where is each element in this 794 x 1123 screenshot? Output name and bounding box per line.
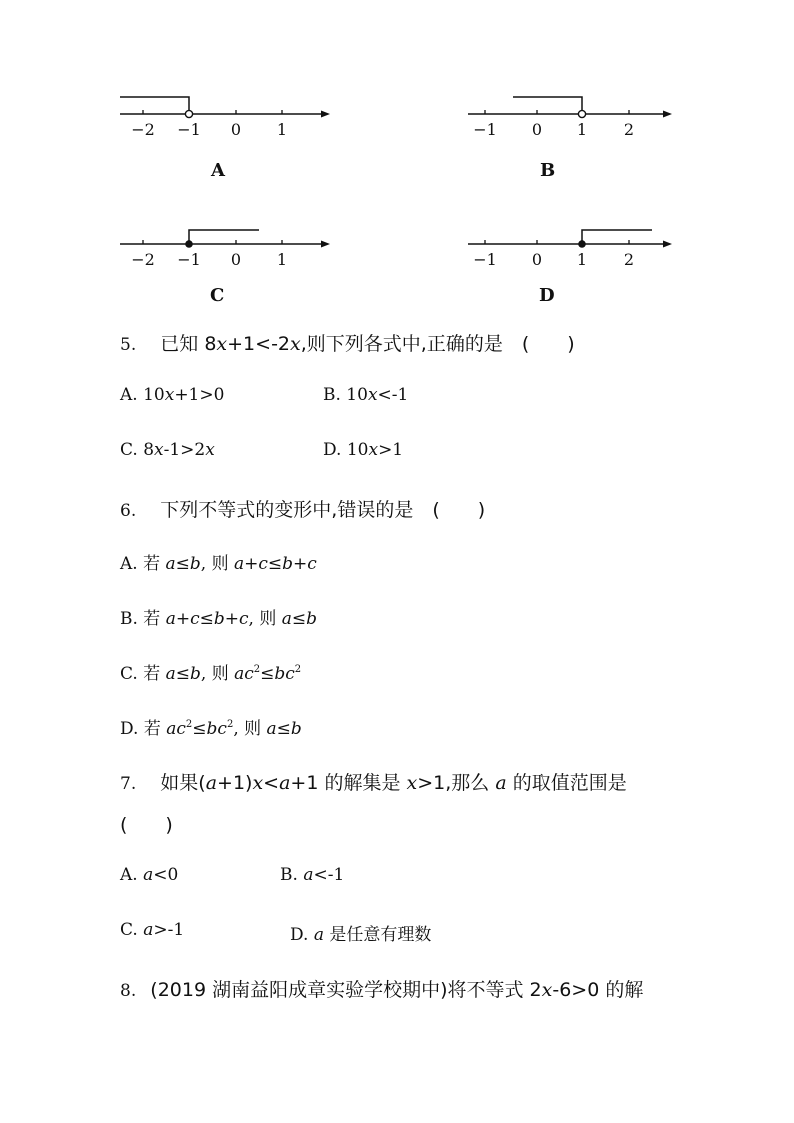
number-line-d: [460, 215, 690, 275]
tick-label: −1: [177, 120, 201, 139]
question-text: 下列不等式的变形中,错误的是 ( ): [160, 499, 486, 521]
tick-label: 1: [276, 120, 288, 139]
tick-label: 2: [623, 250, 635, 269]
tick-label: −2: [131, 250, 155, 269]
tick-label: 0: [531, 120, 543, 139]
q7-option-b: B. a<-1: [280, 865, 345, 885]
variable: x: [290, 333, 301, 355]
option-label-c: C: [210, 285, 225, 306]
question-number: 7.: [120, 774, 137, 794]
tick-label: −1: [473, 250, 497, 269]
q7-option-c: C. a>-1: [120, 920, 185, 940]
q6-option-c: C. 若 a≤b, 则 $ac^2\le bc^2$: [120, 664, 302, 684]
q5-option-a: A. 10x+1>0: [120, 385, 225, 405]
question-text: 已知 8: [160, 333, 217, 355]
question-number: 5.: [120, 335, 137, 355]
tick-label: −1: [177, 250, 201, 269]
q7-option-d: D. a 是任意有理数: [290, 925, 432, 945]
q6-option-d: D. 若 $ac^2\le bc^2$, 则 a≤b: [120, 719, 302, 739]
tick-label: −2: [131, 120, 155, 139]
option-label-a: A: [211, 160, 225, 181]
q5-option-c: C. 8x-1>2x: [120, 440, 215, 460]
number-line-a: [110, 85, 340, 145]
question-text: +1<-2: [227, 333, 291, 355]
tick-label: 0: [230, 120, 242, 139]
q5-option-d: D. 10x>1: [323, 440, 404, 460]
question-number: 8.: [120, 981, 137, 1001]
q5-option-b: B. 10x<-1: [323, 385, 409, 405]
tick-label: 2: [623, 120, 635, 139]
question-5: [120, 329, 575, 356]
question-7-answer-parens: ( ): [120, 814, 173, 836]
option-label-d: D: [539, 285, 555, 306]
tick-label: 1: [276, 250, 288, 269]
q6-option-a: A. 若 a≤b, 则 a+c≤b+c: [120, 554, 317, 574]
question-6: [120, 495, 485, 522]
question-number: 6.: [120, 501, 137, 521]
question-7: 7. 如果(a+1)x<a+1 的解集是 x>1,那么 a 的取值范围是: [120, 772, 627, 794]
variable: x: [216, 333, 228, 355]
q7-option-a: A. a<0: [120, 865, 179, 885]
q6-option-b: B. 若 a+c≤b+c, 则 a≤b: [120, 609, 317, 629]
tick-label: 0: [531, 250, 543, 269]
tick-label: 0: [230, 250, 242, 269]
tick-label: −1: [473, 120, 497, 139]
tick-label: 1: [576, 120, 588, 139]
option-label-b: B: [540, 160, 556, 181]
number-line-b: [460, 85, 690, 145]
question-8: 8. (2019 湖南益阳成章实验学校期中)将不等式 2x-6>0 的解: [120, 979, 644, 1001]
number-line-c: [110, 215, 340, 275]
question-text: ,则下列各式中,正确的是 ( ): [300, 333, 575, 355]
tick-label: 1: [576, 250, 588, 269]
